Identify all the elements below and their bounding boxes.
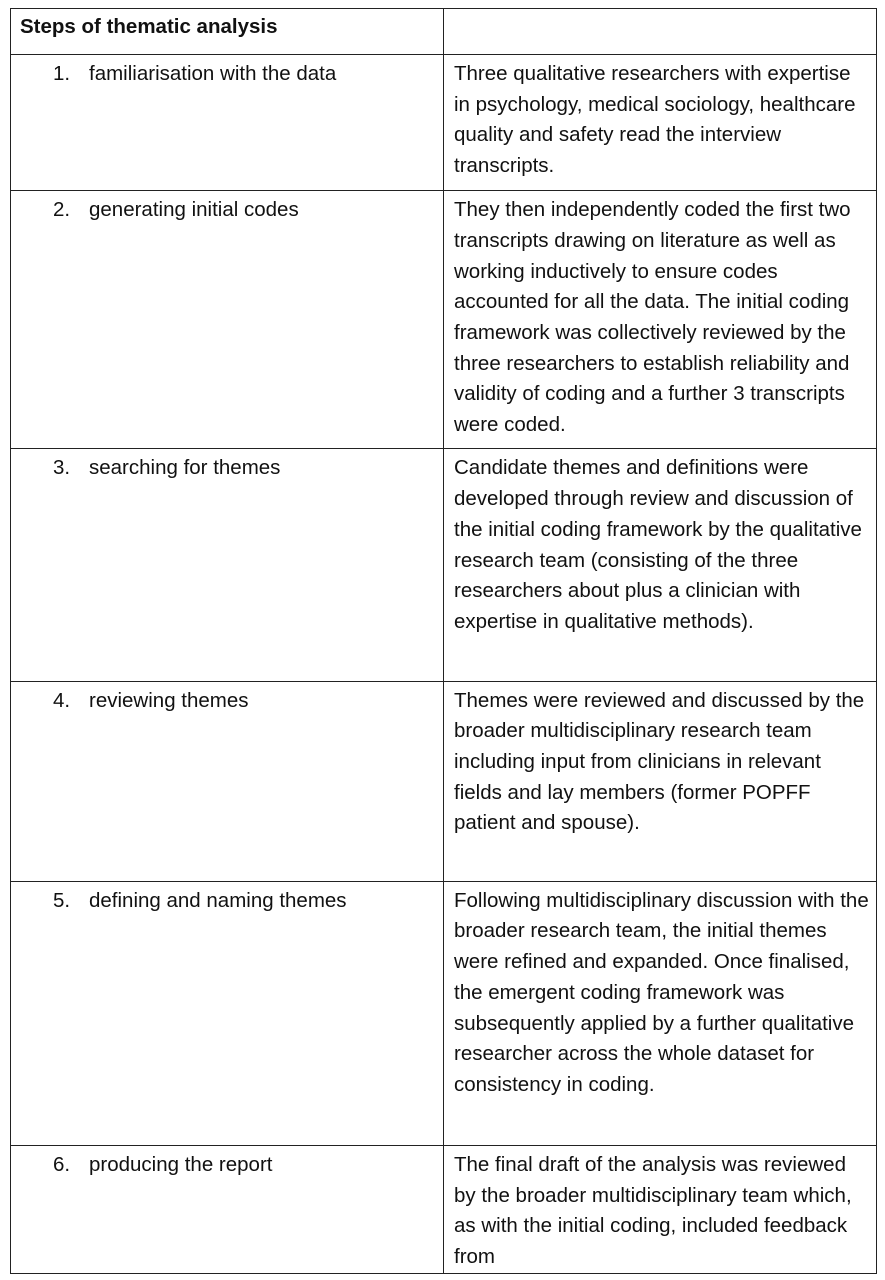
step-number: 5.: [53, 888, 71, 912]
step-cell: [11, 881, 444, 1145]
table-row: [11, 881, 877, 1145]
table-header-title: Steps of thematic analysis: [11, 9, 444, 55]
table-row: [11, 449, 877, 681]
table-header-empty-cell: [444, 9, 877, 55]
step-label: familiarisation with the data: [89, 62, 337, 86]
step-number: 3.: [53, 456, 71, 480]
step-label: defining and naming themes: [89, 888, 347, 912]
thematic-analysis-table: [10, 8, 877, 1274]
table-row: [11, 55, 877, 191]
step-number: 4.: [53, 688, 71, 712]
step-description: Themes were reviewed and discussed by the broader multidisciplinary research team including input from clinicians in relevant fields and lay members (former POPFF patient and spouse).: [444, 681, 877, 881]
step-cell: [11, 55, 444, 191]
table-row: [11, 191, 877, 449]
step-cell: [11, 681, 444, 881]
step-label: reviewing themes: [89, 688, 249, 712]
step-cell: [11, 1146, 444, 1274]
step-description: Candidate themes and definitions were developed through review and discussion of the initial coding framework by the qualitative research team (consisting of the three researchers about plus a clinician with expertise in qualitative methods).: [444, 449, 877, 681]
table-header-row: [11, 9, 877, 55]
step-description: They then independently coded the first two transcripts drawing on literature as well as working inductively to ensure codes accounted for all the data. The initial coding framework was collectively reviewed by the three researchers to establish reliability and validity of coding and a further 3 transcripts were coded.: [444, 191, 877, 449]
step-number: 1.: [53, 62, 71, 86]
step-description: The final draft of the analysis was reviewed by the broader multidisciplinary team which, as with the initial coding, included feedback from: [444, 1146, 877, 1274]
step-cell: [11, 449, 444, 681]
step-description: Three qualitative researchers with expertise in psychology, medical sociology, healthcare quality and safety read the interview transcripts.: [444, 55, 877, 191]
table-row: [11, 1146, 877, 1274]
step-cell: [11, 191, 444, 449]
step-number: 6.: [53, 1153, 71, 1177]
table-row: [11, 681, 877, 881]
step-label: generating initial codes: [89, 198, 299, 222]
step-description: Following multidisciplinary discussion with the broader research team, the initial themes were refined and expanded. Once finalised, the emergent coding framework was subsequently applied by a further qualitative researcher across the whole dataset for consistency in coding.: [444, 881, 877, 1145]
step-label: searching for themes: [89, 456, 281, 480]
step-label: producing the report: [89, 1153, 273, 1177]
step-number: 2.: [53, 198, 71, 222]
